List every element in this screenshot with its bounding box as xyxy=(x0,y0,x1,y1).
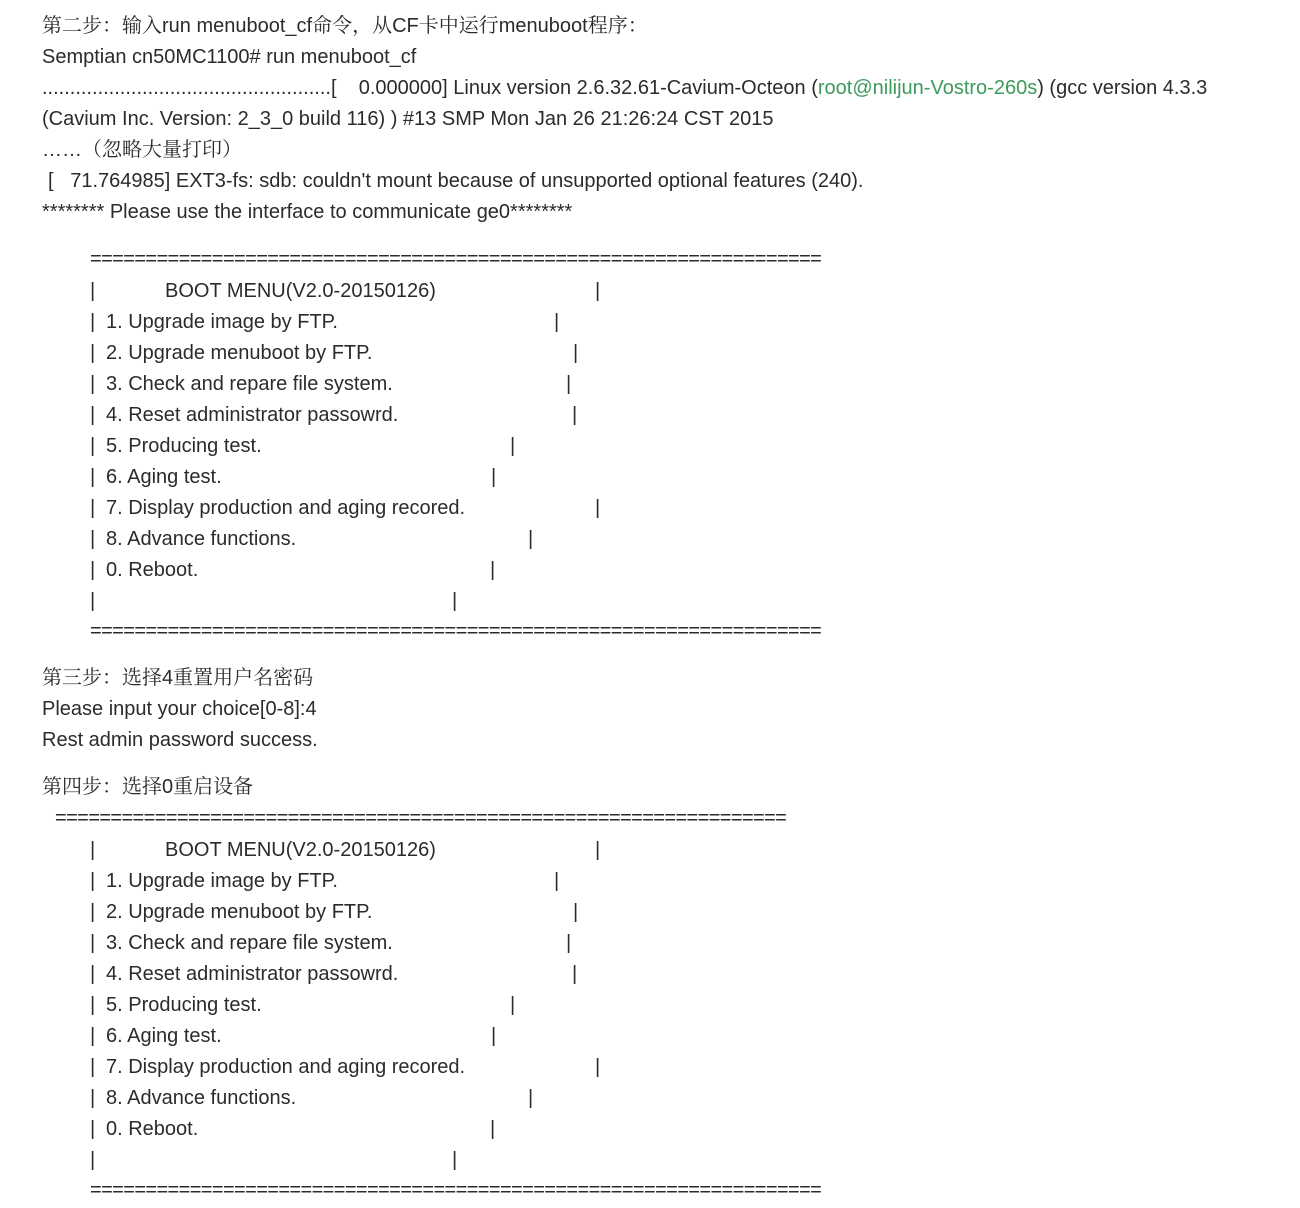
menu2-left-border: | xyxy=(90,932,96,954)
menu1-left-border: | xyxy=(90,404,96,426)
menu1-right-border: | xyxy=(572,404,578,426)
menu2-left-border: | xyxy=(90,1149,96,1171)
menu2-left-border: | xyxy=(90,1087,96,1109)
menu2-left-border: | xyxy=(90,963,96,985)
choice-prompt: Please input your choice[0-8]:4 xyxy=(42,698,317,720)
log-line-linux-version xyxy=(42,76,1207,100)
menu2-right-border: | xyxy=(490,1118,496,1140)
step4-heading: 第四步：选择0重启设备 xyxy=(42,776,254,798)
menu2-item-6: 6. Aging test. xyxy=(106,1025,222,1047)
menu1-left-border: | xyxy=(90,311,96,333)
reset-result: Rest admin password success. xyxy=(42,729,318,751)
menu2-left-border: | xyxy=(90,1118,96,1140)
menu1-item-8: 8. Advance functions. xyxy=(106,528,297,550)
menu1-item-2: 2. Upgrade menuboot by FTP. xyxy=(106,342,373,364)
email-link[interactable]: root@nilijun-Vostro-260s xyxy=(817,77,1038,99)
menu2-right-border: | xyxy=(452,1149,458,1171)
menu1-left-border: | xyxy=(90,435,96,457)
menu2-right-border: | xyxy=(572,963,578,985)
menu1-left-border: | xyxy=(90,559,96,581)
menu1-left-border: | xyxy=(90,466,96,488)
menu1-right-border: | xyxy=(491,466,497,488)
menu2-right-border: | xyxy=(528,1087,534,1109)
menu1-left-border: | xyxy=(90,342,96,364)
menu2-item-4: 4. Reset administrator passowrd. xyxy=(106,963,399,985)
log-line-interface: ******** Please use the interface to communicate ge0******** xyxy=(42,201,573,223)
menu1-item-3: 3. Check and repare file system. xyxy=(106,373,393,395)
menu1-item-4: 4. Reset administrator passowrd. xyxy=(106,404,399,426)
log-line-suffix: ) (gcc version 4.3.3 xyxy=(1037,77,1208,99)
log-line-prefix: ....................................................[ 0.000000] Linux version 2.6.32.61-Cavium-Octeon ( xyxy=(42,77,818,99)
menu2-left-border: | xyxy=(90,901,96,923)
menu2-right-border: | xyxy=(491,1025,497,1047)
menu1-item-0: 0. Reboot. xyxy=(106,559,199,581)
menu1-left-border: | xyxy=(90,590,96,612)
menu1-right-border: | xyxy=(528,528,534,550)
menu2-separator-bottom: ================================================================== xyxy=(90,1181,822,1199)
menu1-right-border: | xyxy=(573,342,579,364)
menu2-right-border: | xyxy=(554,870,560,892)
menu2-item-2: 2. Upgrade menuboot by FTP. xyxy=(106,901,373,923)
menu2-separator-top: ================================================================== xyxy=(55,809,787,827)
menu2-left-border: | xyxy=(90,994,96,1016)
menu2-right-border: | xyxy=(595,839,601,861)
menu2-item-8: 8. Advance functions. xyxy=(106,1087,297,1109)
command-line: Semptian cn50MC1100# run menuboot_cf xyxy=(42,46,417,68)
menu1-left-border: | xyxy=(90,528,96,550)
menu2-left-border: | xyxy=(90,1056,96,1078)
menu2-right-border: | xyxy=(573,901,579,923)
menu1-item-6: 6. Aging test. xyxy=(106,466,222,488)
menu2-left-border: | xyxy=(90,839,96,861)
menu1-right-border: | xyxy=(566,373,572,395)
menu2-left-border: | xyxy=(90,1025,96,1047)
menu2-item-5: 5. Producing test. xyxy=(106,994,262,1016)
menu2-left-border: | xyxy=(90,870,96,892)
menu1-title: BOOT MENU(V2.0-20150126) xyxy=(165,280,436,302)
step2-heading: 第二步：输入run menuboot_cf命令，从CF卡中运行menuboot程序： xyxy=(42,15,648,37)
menu2-item-1: 1. Upgrade image by FTP. xyxy=(106,870,338,892)
menu2-title: BOOT MENU(V2.0-20150126) xyxy=(165,839,436,861)
menu1-item-1: 1. Upgrade image by FTP. xyxy=(106,311,338,333)
menu1-left-border: | xyxy=(90,373,96,395)
menu1-right-border: | xyxy=(595,497,601,519)
menu1-right-border: | xyxy=(554,311,560,333)
menu1-left-border: | xyxy=(90,280,96,302)
menu1-right-border: | xyxy=(510,435,516,457)
log-line-cavium: (Cavium Inc. Version: 2_3_0 build 116) ) #13 SMP Mon Jan 26 21:26:24 CST 2015 xyxy=(42,108,774,130)
log-line-ext3: [ 71.764985] EXT3-fs: sdb: couldn't mount because of unsupported optional features (240). xyxy=(48,170,864,192)
menu2-item-7: 7. Display production and aging recored. xyxy=(106,1056,466,1078)
menu2-right-border: | xyxy=(510,994,516,1016)
menu1-item-5: 5. Producing test. xyxy=(106,435,262,457)
step3-heading: 第三步：选择4重置用户名密码 xyxy=(42,667,314,689)
menu2-right-border: | xyxy=(566,932,572,954)
menu2-right-border: | xyxy=(595,1056,601,1078)
menu2-item-0: 0. Reboot. xyxy=(106,1118,199,1140)
menu1-left-border: | xyxy=(90,497,96,519)
menu1-item-7: 7. Display production and aging recored. xyxy=(106,497,466,519)
log-line-omitted: ……（忽略大量打印） xyxy=(42,139,242,161)
menu1-right-border: | xyxy=(452,590,458,612)
menu1-right-border: | xyxy=(595,280,601,302)
menu1-separator-top: ================================================================== xyxy=(90,250,822,268)
menu1-right-border: | xyxy=(490,559,496,581)
menu1-separator-bottom: ================================================================== xyxy=(90,622,822,640)
menu2-item-3: 3. Check and repare file system. xyxy=(106,932,393,954)
